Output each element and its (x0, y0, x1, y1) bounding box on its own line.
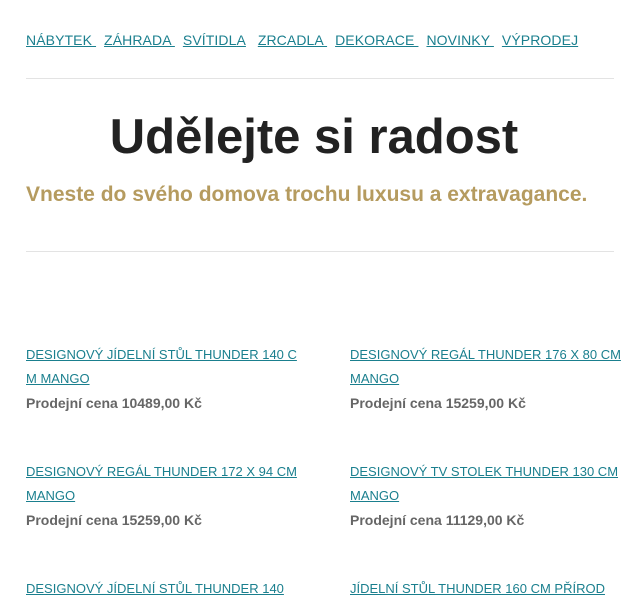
product-price: Prodejní cena 15259,00 Kč (26, 512, 202, 528)
nav-item-nabytek[interactable]: NÁBYTEK (26, 32, 97, 48)
product-link[interactable]: DESIGNOVÝ JÍDELNÍ STŮL THUNDER 140 CM MANGO (26, 347, 297, 386)
nav-item-vyprodej[interactable]: VÝPRODEJ (501, 32, 579, 48)
nav-item-zahrada[interactable]: ZÁHRADA (104, 32, 175, 48)
product-link[interactable]: DESIGNOVÝ TV STOLEK THUNDER 130 CM MANGO (350, 464, 619, 503)
product-card (26, 577, 298, 601)
nav-item-dekorace[interactable]: DEKORACE (335, 32, 419, 48)
top-divider (26, 78, 614, 79)
hero-subtitle: Vneste do svého domova trochu luxusu a extravagance. (26, 183, 588, 206)
product-card (26, 343, 298, 415)
product-price: Prodejní cena 10489,00 Kč (26, 395, 202, 411)
product-price: Prodejní cena 11129,00 Kč (350, 512, 525, 528)
product-card (350, 577, 622, 601)
hero-title: Udělejte si radost (109, 110, 519, 164)
nav-item-zrcadla[interactable]: ZRCADLA (257, 32, 328, 48)
product-link[interactable]: DESIGNOVÝ REGÁL THUNDER 172 X 94 CM MANGO (26, 464, 297, 503)
nav-item-svitidla[interactable]: SVÍTIDLA (182, 32, 246, 48)
product-card (350, 460, 622, 532)
product-card (350, 343, 622, 415)
product-link[interactable]: DESIGNOVÝ JÍDELNÍ STŮL THUNDER 140 (26, 581, 284, 596)
main-navigation (26, 31, 626, 49)
product-price: Prodejní cena 15259,00 Kč (350, 395, 526, 411)
product-link[interactable]: JÍDELNÍ STŮL THUNDER 160 CM PŘÍROD (350, 581, 605, 596)
nav-item-novinky[interactable]: NOVINKY (426, 32, 494, 48)
product-card (26, 460, 298, 532)
hero-divider (26, 251, 614, 252)
product-link[interactable]: DESIGNOVÝ REGÁL THUNDER 176 X 80 CM MANGO (350, 347, 621, 386)
